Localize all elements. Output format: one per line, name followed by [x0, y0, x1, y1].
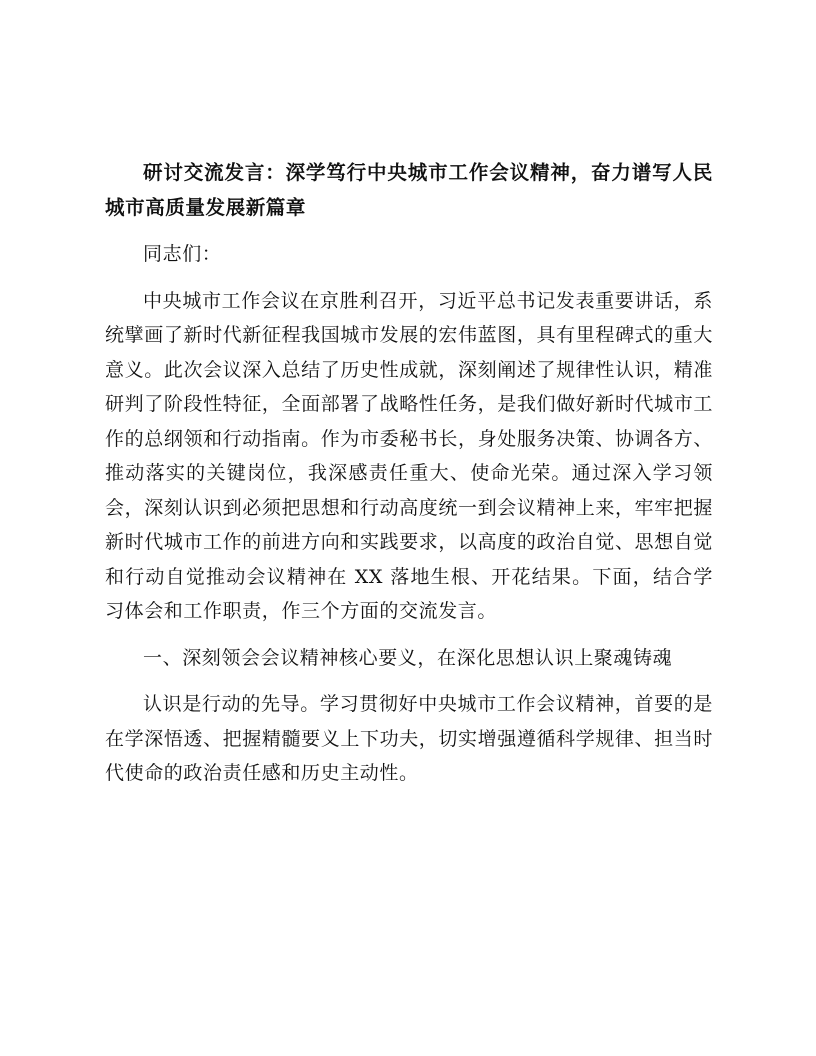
intro-paragraph: 中央城市工作会议在京胜利召开，习近平总书记发表重要讲话，系统擘画了新时代新征程我国城市发展的宏伟蓝图，具有里程碑式的重大意义。此次会议深入总结了历史性成就，深刻阐述了规律性认识，精准研判了阶段性特征，全面部署了战略性任务，是我们做好新时代城市工作的总纲领和行动指南。作为市委秘书长，身处服务决策、协调各方、推动落实的关键岗位，我深感责任重大、使命光荣。通过深入学习领会，深刻认识到必须把思想和行动高度统一到会议精神上来，牢牢把握新时代城市工作的前进方向和实践要求，以高度的政治自觉、思想自觉和行动自觉推动会议精神在 XX 落地生根、开花结果。下面，结合学习体会和工作职责，作三个方面的交流发言。	[105, 289, 713, 622]
section-paragraph: 认识是行动的先导。学习贯彻好中央城市工作会议精神，首要的是在学深悟透、把握精髓要义上下功夫，切实增强遵循科学规律、担当时代使命的政治责任感和历史主动性。	[105, 693, 713, 784]
section-heading: 一、深刻领会会议精神核心要义，在深化思想认识上聚魂铸魂	[143, 646, 673, 669]
salutation: 同志们：	[143, 243, 222, 265]
document-body	[105, 156, 713, 803]
document-title: 研讨交流发言：深学笃行中央城市工作会议精神，奋力谱写人民城市高质量发展新篇章	[105, 161, 713, 219]
